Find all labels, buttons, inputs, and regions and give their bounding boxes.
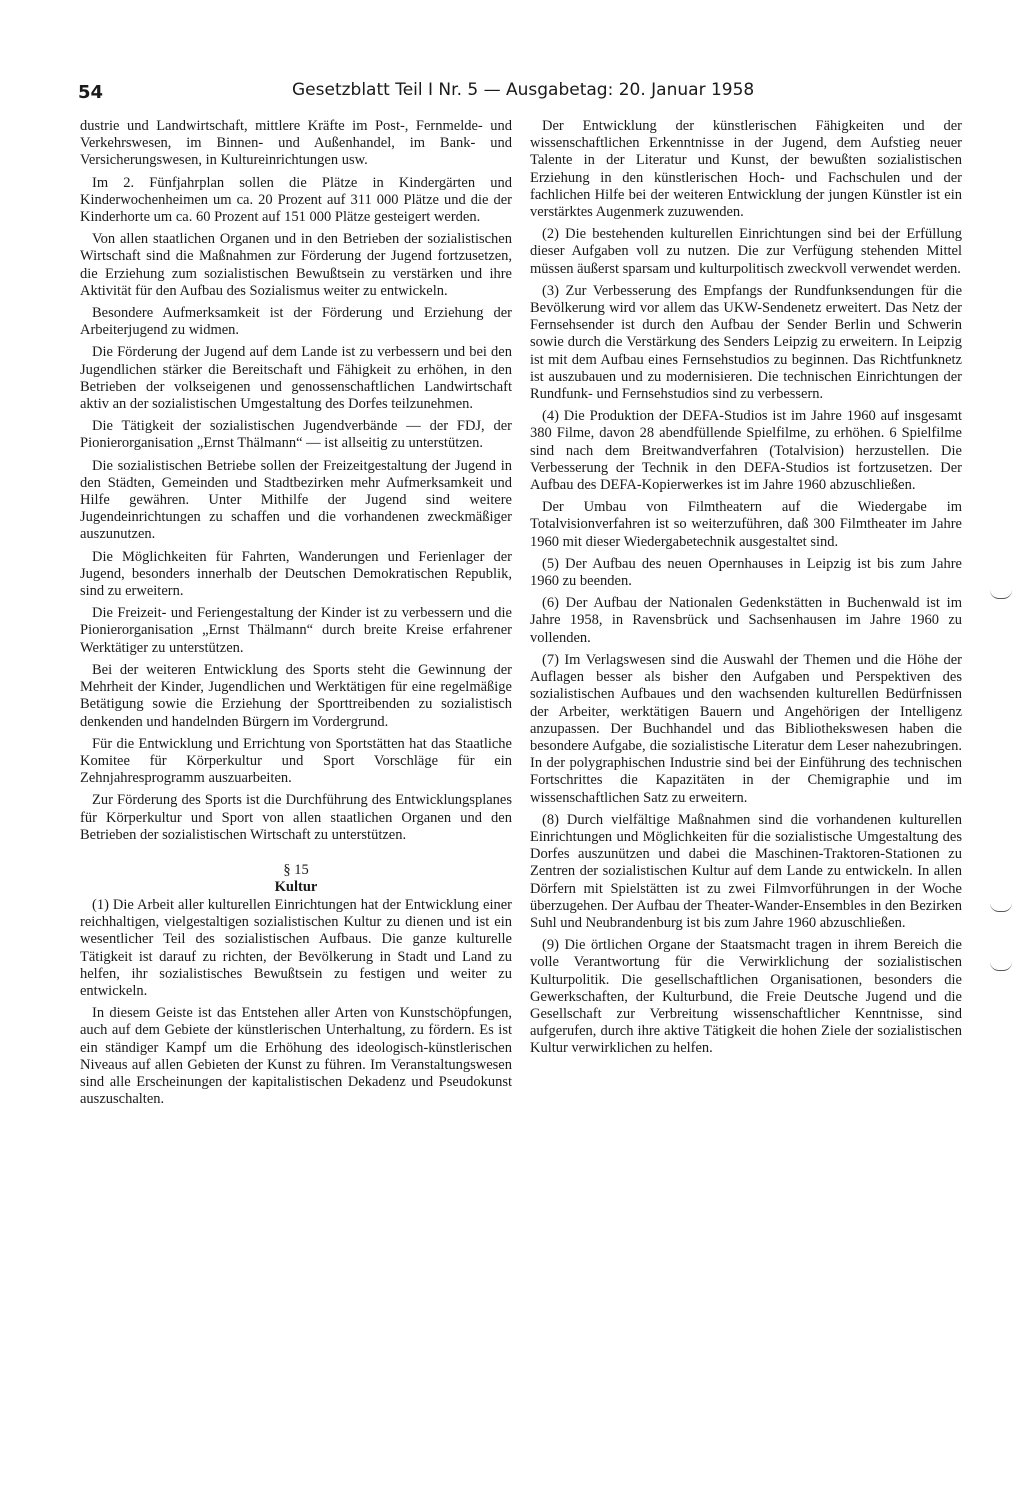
paragraph: (5) Der Aufbau des neuen Opernhauses in Leipzig ist bis zum Jahre 1960 zu beenden. (530, 555, 962, 590)
running-title: Gesetzblatt Teil I Nr. 5 — Ausgabetag: 20. Januar 1958 (292, 80, 755, 100)
left-column (80, 118, 512, 1113)
paragraph: Für die Entwicklung und Errichtung von Sportstätten hat das Staatliche Komitee für Körperkultur und Sport Vorschläge für ein Zehnjahresprogramm auszuarbeiten. (80, 735, 512, 787)
paragraph: Die Möglichkeiten für Fahrten, Wanderungen und Ferienlager der Jugend, besonders innerhalb der Deutschen Demokratischen Republik, sind zu erweitern. (80, 548, 512, 600)
paragraph: (3) Zur Verbesserung des Empfangs der Rundfunksendungen für die Bevölkerung wird vor allem das UKW-Sendenetz erweitert. Das Netz der Fernsehsender ist durch den Aufbau der Sender Berlin und Schwerin sowie durch die Verstärkung des Senders Leipzig zu erweitern. In Leipzig ist mit dem Aufbau eines Fernsehstudios zu beginnen. Das Richtfunknetz ist auszubauen und zu modernisieren. Die technischen Einrichtungen der Rundfunk- und Fernsehstudios sind zu verbessern. (530, 282, 962, 403)
margin-pencil-mark (990, 903, 1012, 912)
margin-pencil-mark (990, 590, 1012, 599)
paragraph: (6) Der Aufbau der Nationalen Gedenkstätten in Buchenwald ist im Jahre 1958, in Ravensbrück und Sachsenhausen im Jahre 1960 zu vollenden. (530, 595, 962, 646)
paragraph: Die Freizeit- und Feriengestaltung der Kinder ist zu verbessern und die Pionierorganisation „Ernst Thälmann“ durch breite Kreise erfahrener Werktätiger zu unterstützen. (80, 605, 512, 656)
paragraph: (9) Die örtlichen Organe der Staatsmacht tragen in ihrem Bereich die volle Verantwortung für die Verwirklichung der sozialistischen Kulturpolitik. Die gesellschaftlichen Organisationen, besonders die Gewerkschaften, der Kulturbund, die Freie Deutsche Jugend und die Gesellschaft zur Verbreitung wissenschaftlicher Kenntnisse, sind aufgerufen, durch ihre aktive Tätigkeit die hohen Ziele der sozialistischen Kultur verwirklichen zu helfen. (530, 937, 962, 1057)
paragraph: (2) Die bestehenden kulturellen Einrichtungen sind bei der Erfüllung dieser Aufgaben voll zu nutzen. Die zur Verfügung stehenden Mittel müssen äußerst sparsam und kulturpolitisch zweckvoll verwendet werden. (530, 226, 962, 277)
paragraph: (1) Die Arbeit aller kulturellen Einrichtungen hat der Entwicklung einer reichhaltigen, vielgestaltigen sozialistischen Kultur zu dienen und ist ein wesentlicher Teil des sozialistischen Aufbaus. Die ganze kulturelle Tätigkeit ist darauf zu richten, der Bevölkerung in Stadt und Land zu helfen, ihr sozialistisches Bewußtsein zu festigen und weiter zu entwickeln. (80, 896, 512, 999)
page-number: 54 (78, 82, 104, 103)
paragraph: Die Förderung der Jugend auf dem Lande ist zu verbessern und bei den Jugendlichen stärker die Bereitschaft und Fähigkeit zu erhöhen, in den Betrieben der volkseigenen und genossenschaftlichen Landwirtschaft aktiv an der sozialistischen Umgestaltung des Dorfes teilzunehmen. (80, 344, 512, 413)
paragraph: (7) Im Verlagswesen sind die Auswahl der Themen und die Höhe der Auflagen besser als bisher den Aufgaben und Perspektiven des sozialistischen Aufbaues und den wachsenden kulturellen Bedürfnissen der Arbeiter, werktätigen Bauern und Angehörigen der Intelligenz anzupassen. Der Buchhandel und das Bibliothekswesen haben die besondere Aufgabe, die sozialistische Literatur dem Leser nahezubringen. In der polygraphischen Industrie sind bei der Einführung des technischen Fortschrittes die Kapazitäten in der Chemigraphie und im wissenschaftlichen Satz zu erweitern. (530, 651, 962, 806)
paragraph: Im 2. Fünfjahrplan sollen die Plätze in Kindergärten und Kinderwochenheimen um ca. 20 Prozent auf 311 000 Plätze und die der Kinderhorte um ca. 60 Prozent auf 151 000 Plätze gesteigert werden. (80, 174, 512, 226)
paragraph: Zur Förderung des Sports ist die Durchführung des Entwicklungsplanes für Körperkultur und Sport von allen staatlichen Organen und den Betrieben der sozialistischen Wirtschaft zu unterstützen. (80, 792, 512, 843)
margin-pencil-mark (990, 962, 1012, 971)
page-header (78, 76, 938, 106)
section-number: § 15 (283, 861, 309, 878)
paragraph: dustrie und Landwirtschaft, mittlere Kräfte im Post-, Fernmelde- und Verkehrswesen, im Binnen- und Außenhandel, im Bank- und Versicherungswesen, in Kultureinrichtungen usw. (80, 118, 512, 169)
paragraph: In diesem Geiste ist das Entstehen aller Arten von Kunstschöpfungen, auch auf dem Gebiete der künstlerischen Unterhaltung, zu fördern. Es ist ein ständiger Kampf um die Erhöhung des ideologisch-künstlerischen Niveaus auf allen Gebieten der Kunst zu führen. Im Veranstaltungswesen sind alle Erscheinungen der kapitalistischen Dekadenz und Pseudokunst auszuschalten. (80, 1005, 512, 1108)
paragraph: Von allen staatlichen Organen und in den Betrieben der sozialistischen Wirtschaft sind die Maßnahmen zur Förderung der Jugend fortzusetzen, die Erziehung zum sozialistischen Bewußtsein zu verstärken und ihre Aktivität für den Aufbau des Sozialismus weiter zu entwickeln. (80, 231, 512, 299)
paragraph: (4) Die Produktion der DEFA-Studios ist im Jahre 1960 auf insgesamt 380 Filme, davon 28 abendfüllende Spielfilme, zu erhöhen. 6 Spielfilme sind nach dem Breitwandverfahren (Totalvision) herzustellen. Die Verbesserung der Technik in den DEFA-Studios ist fortzusetzen. Der Aufbau des DEFA-Kopierwerkes ist im Jahre 1960 abzuschließen. (530, 408, 962, 494)
paragraph: Die sozialistischen Betriebe sollen der Freizeitgestaltung der Jugend in den Städten, Gemeinden und Stadtbezirken mehr Aufmerksamkeit und Hilfe gewähren. Unter Mithilfe der Jugend sind weitere Jugendeinrichtungen zu schaffen und die vorhandenen zweckmäßiger auszunutzen. (80, 457, 512, 543)
paragraph: Der Umbau von Filmtheatern auf die Wiedergabe im Totalvisionverfahren ist so weiterzuführen, daß 300 Filmtheater im Jahre 1960 mit dieser Wiedergabetechnik ausgestaltet sind. (530, 499, 962, 550)
right-column (530, 118, 962, 1063)
paragraph: Besondere Aufmerksamkeit ist der Förderung und Erziehung der Arbeiterjugend zu widmen. (80, 305, 512, 339)
paragraph: Der Entwicklung der künstlerischen Fähigkeiten und der wissenschaftlichen Erkenntnisse in der Jugend, dem Aufstieg neuer Talente in der Literatur und Kunst, der bewußten sozialistischen Erziehung in den künstlerischen Hoch- und Fachschulen und der fachlichen Hilfe bei der weiteren Entwicklung der jungen Künstler ist ein verstärktes Augenmerk zuzuwenden. (530, 118, 962, 221)
paragraph: (8) Durch vielfältige Maßnahmen sind die vorhandenen kulturellen Einrichtungen und Möglichkeiten für die sozialistische Umgestaltung des Dorfes auszunützen und dabei die Maschinen-Traktoren-Stationen zu Zentren der sozialistischen Kultur auf dem Lande zu entwickeln. In allen Dörfern mit Spielstätten ist zu zwei Filmvorführungen in der Woche überzugehen. Der Aufbau der Theater-Wander-Ensembles in den Bezirken Suhl und Neubrandenburg ist bis zum Jahre 1960 abzuschließen. (530, 811, 962, 931)
paragraph: Bei der weiteren Entwicklung des Sports steht die Gewinnung der Mehrheit der Kinder, Jugendlichen und Werktätigen für eine regelmäßige Betätigung sowie die Erziehung der Sporttreibenden zu sozialistisch denkenden und handelnden Bürgern im Vordergrund. (80, 661, 512, 730)
paragraph: Die Tätigkeit der sozialistischen Jugendverbände — der FDJ, der Pionierorganisation „Ernst Thälmann“ — ist allseitig zu unterstützen. (80, 418, 512, 452)
section-title: Kultur (274, 878, 318, 895)
